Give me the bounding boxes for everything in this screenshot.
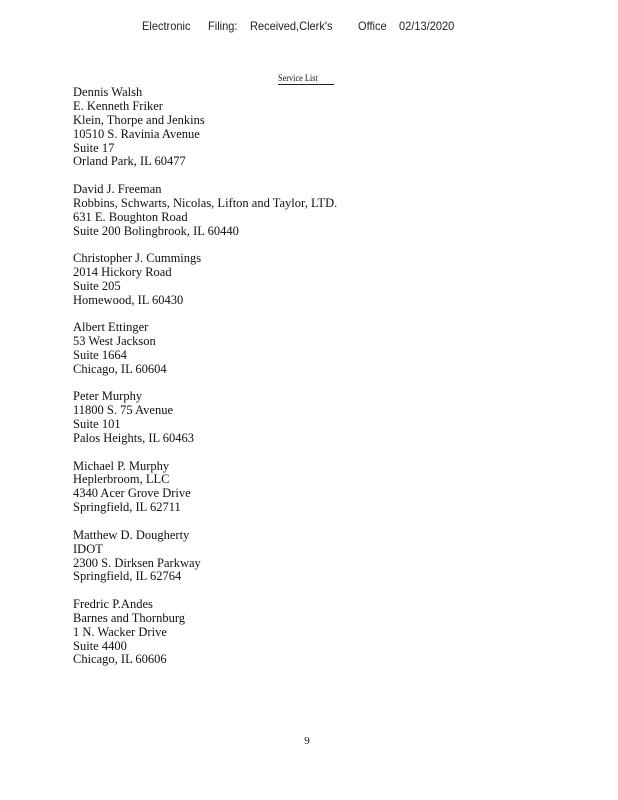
contact-block [73,183,593,239]
contact-name: Albert Ettinger [73,320,149,335]
contact-line: Homewood, IL 60430 [73,292,184,307]
contact-block [73,86,593,169]
contact-line: Suite 205 [73,278,121,293]
contact-line: 2300 S. Dirksen Parkway [73,555,201,570]
contact-line: Robbins, Schwarts, Nicolas, Lifton and Taylor, LTD. [73,195,338,210]
contact-block [73,321,593,377]
contact-line: E. Kenneth Friker [73,98,163,113]
contact-name: Dennis Walsh [73,85,143,99]
contact-block [73,390,593,446]
contact-line: Suite 101 [73,417,121,432]
contact-line: Klein, Thorpe and Jenkins [73,112,205,127]
header-filing: Filing: [208,19,238,33]
contact-line: 11800 S. 75 Avenue [73,403,173,418]
contact-line: Springfield, IL 62711 [73,500,181,515]
contact-line: Orland Park, IL 60477 [73,154,186,169]
contact-block [73,529,593,585]
contact-line: 631 E. Boughton Road [73,209,188,224]
contact-line: Suite 200 Bolingbrook, IL 60440 [73,223,239,238]
header-office: Office [358,19,387,33]
header-filing-date: 02/13/2020 [399,19,455,33]
contact-name: Fredric P.Andes [73,596,153,611]
contact-name: David J. Freeman [73,181,162,196]
contact-line: Barnes and Thornburg [73,610,186,625]
contact-line: Suite 4400 [73,638,127,653]
contact-line: Suite 17 [73,140,115,155]
contact-line: IDOT [73,541,103,556]
contact-line: 2014 Hickory Road [73,264,172,279]
service-contacts-list [73,86,593,681]
filing-stamp-header [0,19,618,37]
contact-line: 4340 Acer Grove Drive [73,486,191,501]
contact-block [73,460,593,516]
contact-line: 1 N. Wacker Drive [73,624,167,639]
contact-name: Michael P. Murphy [73,458,170,473]
service-list-title: Service List [278,73,334,85]
contact-line: Suite 1664 [73,348,127,363]
contact-name: Christopher J. Cummings [73,251,202,266]
contact-line: Palos Heights, IL 60463 [73,431,195,446]
contact-name: Peter Murphy [73,389,143,404]
contact-line: 53 West Jackson [73,334,156,349]
header-received-clerks: Received,Clerk's [250,19,333,33]
contact-block [73,598,593,667]
contact-line: Springfield, IL 62764 [73,569,182,584]
header-electronic: Electronic [142,19,191,33]
contact-block [73,252,593,308]
contact-line: 10510 S. Ravinia Avenue [73,126,200,141]
contact-line: Chicago, IL 60606 [73,652,167,667]
contact-line: Heplerbroom, LLC [73,472,170,487]
contact-name: Matthew D. Dougherty [73,527,190,542]
page-number: 9 [304,735,310,747]
contact-line: Chicago, IL 60604 [73,361,167,376]
